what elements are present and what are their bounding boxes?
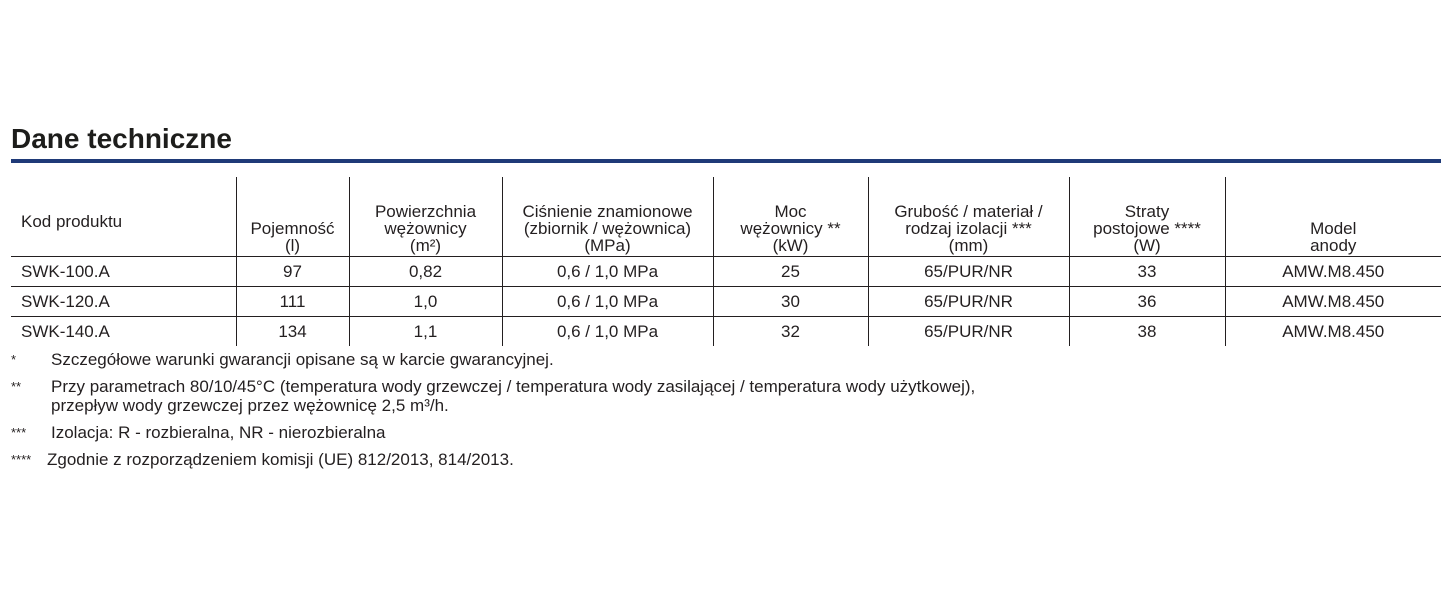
cell-rated-pressure: 0,6 / 1,0 MPa [502, 317, 713, 347]
page-title: Dane techniczne [11, 123, 232, 154]
header-coil-power: Moc wężownicy ** (kW) [713, 177, 868, 257]
footnote-marker: * [11, 352, 17, 367]
cell-standby-losses: 38 [1069, 317, 1225, 347]
footnote-marker: *** [11, 425, 27, 440]
cell-rated-pressure: 0,6 / 1,0 MPa [502, 257, 713, 287]
cell-coil-power: 32 [713, 317, 868, 347]
header-standby-losses: Straty postojowe **** (W) [1069, 177, 1225, 257]
footnote-marker: ** [11, 379, 22, 394]
header-anode-model: Model anody [1225, 177, 1441, 257]
cell-rated-pressure: 0,6 / 1,0 MPa [502, 287, 713, 317]
footnote-text: Izolacja: R - rozbieralna, NR - nierozbieralna [51, 423, 386, 442]
table-row [11, 317, 1441, 347]
table-row [11, 287, 1441, 317]
cell-capacity: 111 [236, 287, 349, 317]
cell-product-code: SWK-100.A [11, 257, 236, 287]
header-rated-pressure: Ciśnienie znamionowe (zbiornik / wężownica) (MPa) [502, 177, 713, 257]
footnote-text: Zgodnie z rozporządzeniem komisji (UE) 812/2013, 814/2013. [47, 450, 514, 469]
table-row [11, 257, 1441, 287]
header-coil-surface: Powierzchnia wężownicy (m²) [349, 177, 502, 257]
technical-data-table [11, 177, 1441, 346]
cell-product-code: SWK-120.A [11, 287, 236, 317]
cell-insulation: 65/PUR/NR [868, 317, 1069, 347]
header-capacity: Pojemność (l) [236, 177, 349, 257]
cell-anode-model: AMW.M8.450 [1225, 317, 1441, 347]
cell-insulation: 65/PUR/NR [868, 257, 1069, 287]
footnote [11, 450, 1111, 469]
footnote-text: Szczegółowe warunki gwarancji opisane są w karcie gwarancyjnej. [51, 350, 554, 369]
table-header-row [11, 177, 1441, 257]
title-divider [11, 159, 1441, 163]
header-insulation: Grubość / materiał / rodzaj izolacji *** (mm) [868, 177, 1069, 257]
header-product-code: Kod produktu [11, 177, 236, 257]
cell-coil-surface: 0,82 [349, 257, 502, 287]
footnotes [11, 350, 1111, 477]
footnote-text: przepływ wody grzewczej przez wężownicę 2,5 m³/h. [51, 396, 449, 415]
cell-capacity: 97 [236, 257, 349, 287]
cell-coil-surface: 1,0 [349, 287, 502, 317]
cell-product-code: SWK-140.A [21, 322, 110, 341]
cell-coil-surface: 1,1 [349, 317, 502, 347]
footnote [11, 377, 1111, 415]
footnote [11, 423, 1111, 442]
cell-coil-power: 25 [713, 257, 868, 287]
footnote-marker: **** [11, 452, 32, 467]
cell-standby-losses: 33 [1069, 257, 1225, 287]
cell-coil-power: 30 [713, 287, 868, 317]
cell-standby-losses: 36 [1069, 287, 1225, 317]
footnote [11, 350, 1111, 369]
cell-insulation: 65/PUR/NR [868, 287, 1069, 317]
footnote-text: Przy parametrach 80/10/45°C (temperatura wody grzewczej / temperatura wody zasilającej / temperatura wody użytkowej), [51, 377, 976, 396]
cell-anode-model: AMW.M8.450 [1225, 287, 1441, 317]
cell-anode-model: AMW.M8.450 [1225, 257, 1441, 287]
cell-capacity: 134 [236, 317, 349, 347]
